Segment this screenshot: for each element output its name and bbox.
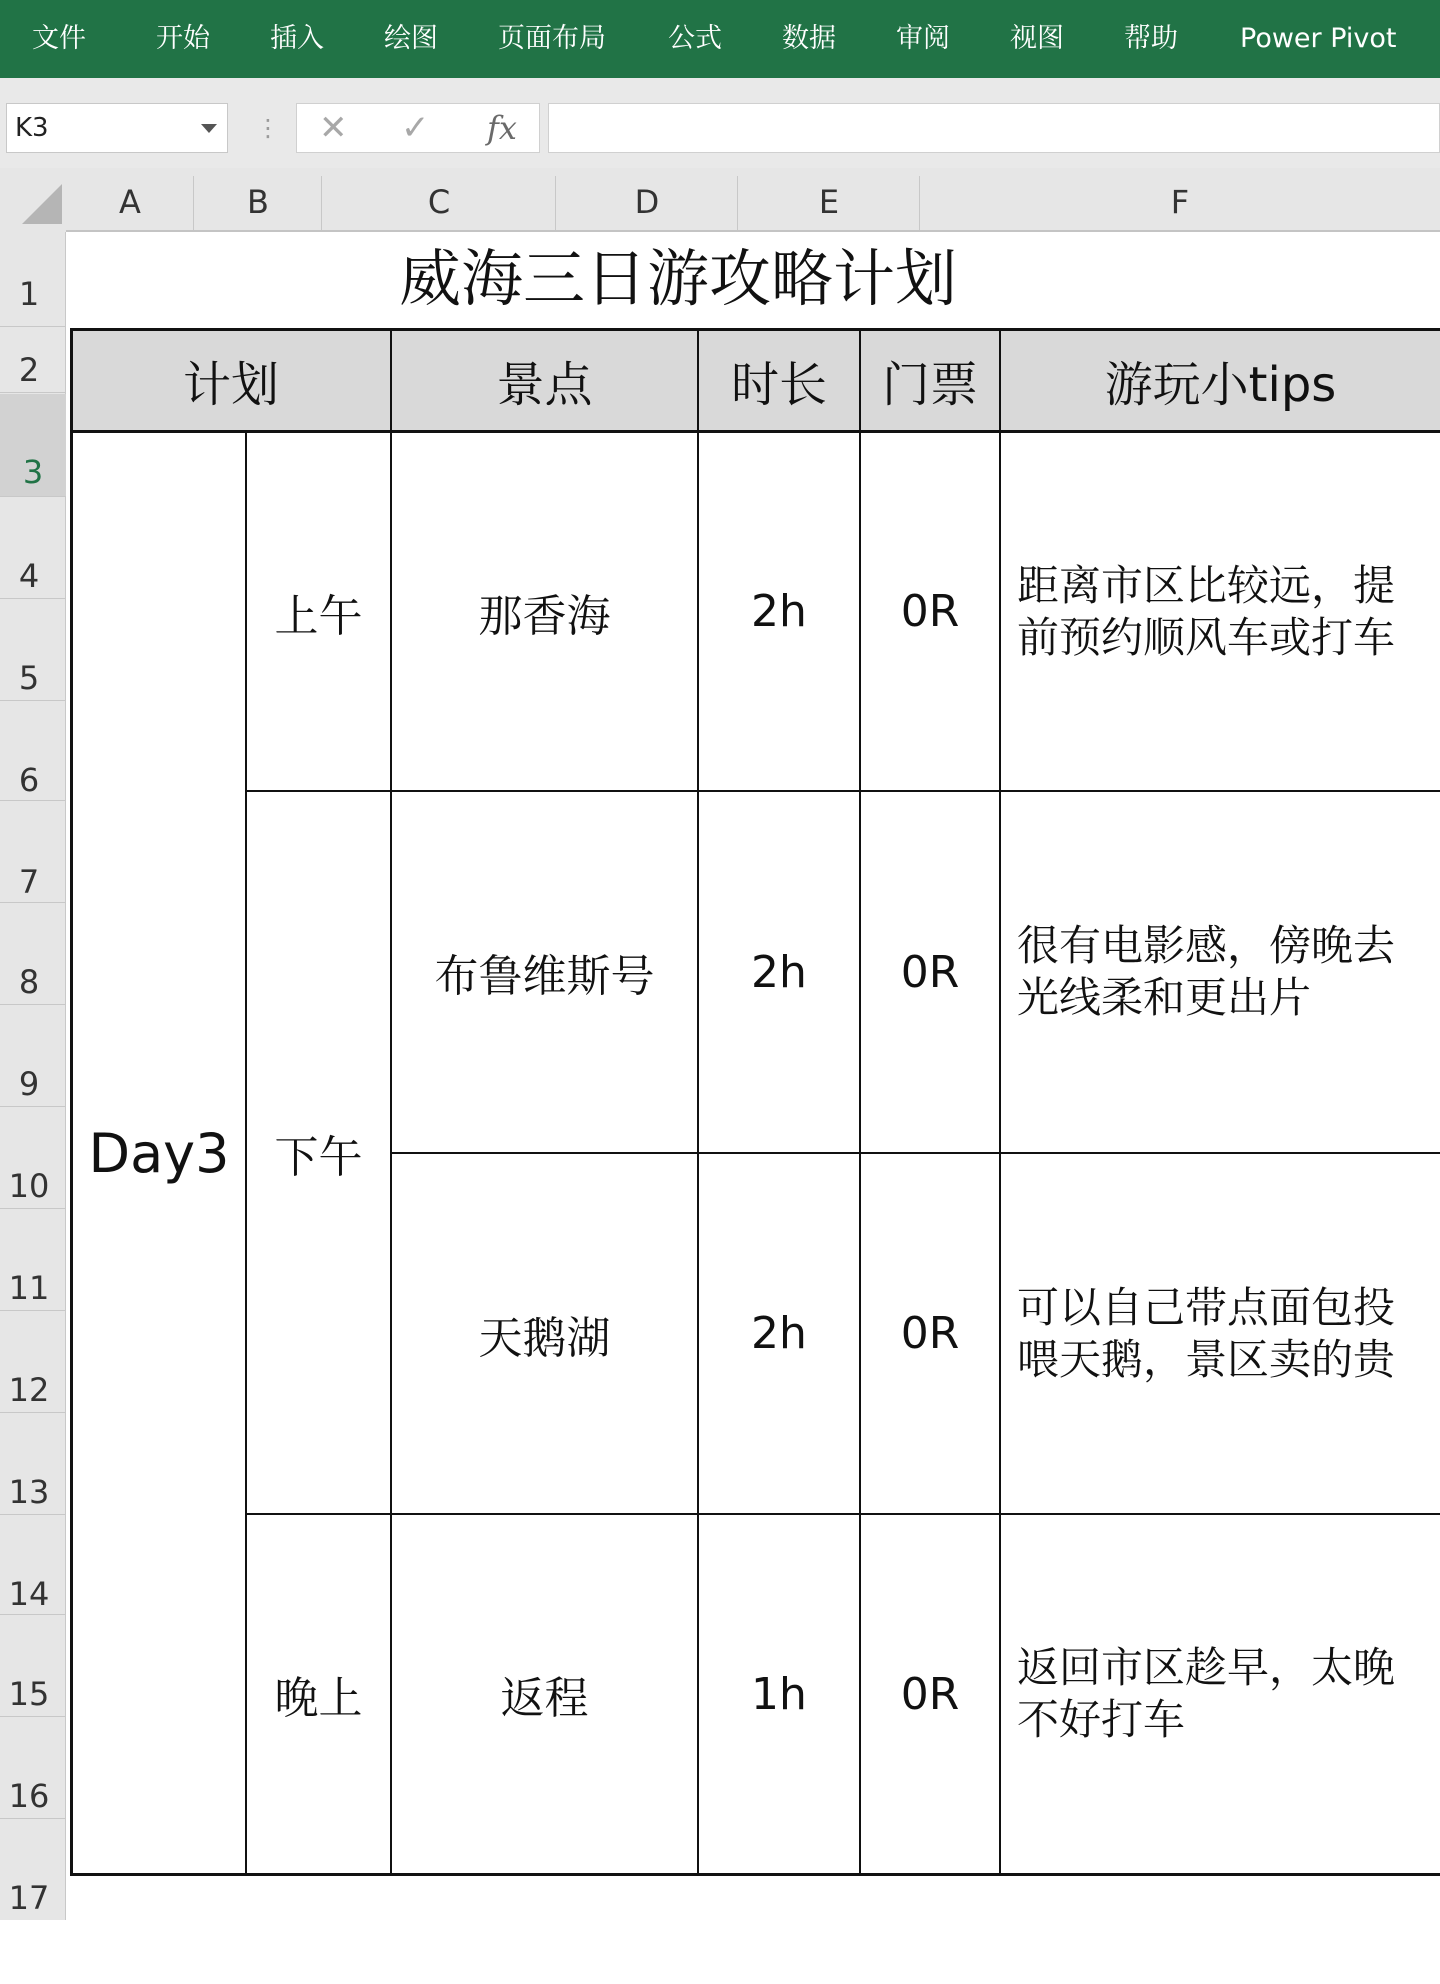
ribbon-tab-bar (0, 0, 1440, 78)
row-divider[interactable] (0, 1004, 66, 1005)
tip-line: 返回市区趁早，太晚 (1017, 1643, 1396, 1692)
formula-input[interactable] (548, 103, 1440, 153)
sheet-title[interactable]: 威海三日游攻略计划 (398, 242, 957, 315)
tip-text (1017, 920, 1395, 1024)
row-header-11[interactable]: 11 (8, 1269, 50, 1307)
select-all-icon (22, 184, 62, 224)
row-header-7[interactable]: 7 (18, 863, 40, 901)
duration-cell[interactable]: 1h (751, 1668, 807, 1720)
ticket-cell[interactable]: 0R (900, 946, 960, 998)
row-divider[interactable] (0, 392, 66, 393)
tab-power-pivot[interactable]: Power Pivot (1240, 23, 1397, 54)
tab-draw[interactable]: 绘图 (384, 23, 438, 54)
more-options-icon[interactable]: ⋮ (256, 114, 280, 142)
row-divider[interactable] (0, 1614, 66, 1615)
row-divider[interactable] (0, 1310, 66, 1311)
row-divider[interactable] (0, 496, 66, 497)
tab-home[interactable]: 开始 (156, 23, 210, 54)
tip-line: 很有电影感，傍晚去 (1017, 921, 1396, 970)
row-divider[interactable] (0, 1106, 66, 1107)
row-header-5[interactable]: 5 (18, 659, 40, 697)
tip-line: 光线柔和更出片 (1017, 973, 1312, 1022)
row-divider[interactable] (0, 598, 66, 599)
row-header-13[interactable]: 13 (8, 1473, 50, 1511)
row-header-15[interactable]: 15 (8, 1675, 50, 1713)
period-evening[interactable]: 晚上 (274, 1673, 363, 1724)
row-header-12[interactable]: 12 (8, 1371, 50, 1409)
column-header-c[interactable]: C (427, 183, 451, 221)
tip-line: 可以自己带点面包投 (1017, 1282, 1396, 1332)
formula-actions (296, 103, 540, 153)
row-divider[interactable] (0, 902, 66, 903)
tab-formulas[interactable]: 公式 (668, 23, 722, 54)
name-box[interactable] (6, 103, 228, 153)
ticket-cell[interactable]: 0R (900, 1668, 960, 1720)
name-box-value: K3 (15, 113, 49, 143)
tip-line: 距离市区比较远，提 (1017, 560, 1396, 610)
ticket-cell[interactable]: 0R (900, 1308, 960, 1359)
table-border (71, 1873, 1440, 1876)
row-divider[interactable] (0, 1208, 66, 1209)
header-spot[interactable]: 景点 (496, 357, 593, 413)
row-header-8[interactable]: 8 (18, 963, 40, 1001)
insert-function-icon[interactable]: fx (487, 109, 517, 147)
tip-line: 前预约顺风车或打车 (1017, 612, 1396, 662)
tab-file[interactable]: 文件 (32, 23, 86, 54)
column-header-f[interactable]: F (1170, 183, 1190, 221)
period-morning[interactable]: 上午 (274, 590, 363, 642)
header-ticket[interactable]: 门票 (881, 357, 978, 413)
tip-line: 不好打车 (1017, 1695, 1186, 1744)
row-divider[interactable] (0, 800, 66, 801)
tab-page-layout[interactable]: 页面布局 (498, 23, 606, 54)
row-header-2[interactable]: 2 (18, 351, 40, 389)
column-header-e[interactable]: E (818, 183, 840, 221)
row-header-1[interactable]: 1 (18, 275, 40, 313)
column-header-d[interactable]: D (634, 183, 660, 221)
tab-insert[interactable]: 插入 (270, 23, 324, 54)
spot-cell[interactable]: 布鲁维斯号 (434, 951, 655, 1002)
tab-review[interactable]: 审阅 (896, 23, 950, 54)
row-header-4[interactable]: 4 (18, 557, 40, 595)
row-divider[interactable] (0, 1818, 66, 1819)
header-duration[interactable]: 时长 (730, 357, 827, 413)
row-header-10[interactable]: 10 (8, 1167, 50, 1205)
header-plan[interactable]: 计划 (182, 357, 279, 413)
row-header-3[interactable]: 3 (0, 394, 66, 496)
row-divider[interactable] (0, 700, 66, 701)
row-divider[interactable] (0, 1514, 66, 1515)
check-icon[interactable]: ✓ (401, 108, 430, 148)
tip-cell[interactable] (1001, 1154, 1440, 1513)
day-cell[interactable]: Day3 (88, 1121, 230, 1185)
column-header-b[interactable]: B (247, 183, 269, 221)
row-divider[interactable] (0, 1412, 66, 1413)
row-header-17[interactable]: 17 (8, 1879, 50, 1917)
duration-cell[interactable]: 2h (751, 1308, 807, 1359)
header-tips[interactable]: 游玩小tips (1104, 357, 1337, 413)
tip-cell[interactable] (1001, 1515, 1440, 1873)
tip-text (1017, 560, 1395, 664)
row-divider[interactable] (0, 1716, 66, 1717)
cancel-icon[interactable]: ✕ (319, 108, 348, 148)
spot-cell[interactable]: 返程 (500, 1673, 589, 1724)
row-divider[interactable] (0, 326, 66, 327)
duration-cell[interactable]: 2h (751, 946, 807, 998)
tab-data[interactable]: 数据 (782, 23, 836, 54)
ticket-cell[interactable]: 0R (900, 586, 960, 637)
tip-cell[interactable] (1001, 433, 1440, 790)
column-header-a[interactable]: A (119, 183, 141, 221)
row-header-9[interactable]: 9 (18, 1065, 40, 1103)
duration-cell[interactable]: 2h (751, 586, 807, 637)
row-header-14[interactable]: 14 (8, 1575, 50, 1613)
row-header-6[interactable]: 6 (18, 761, 40, 799)
tab-view[interactable]: 视图 (1010, 23, 1064, 54)
spot-cell[interactable]: 那香海 (478, 590, 611, 642)
period-afternoon[interactable]: 下午 (274, 1131, 363, 1183)
tip-cell[interactable] (1001, 792, 1440, 1152)
tip-text (1017, 1642, 1395, 1746)
chevron-down-icon[interactable] (201, 124, 217, 133)
tab-help[interactable]: 帮助 (1124, 23, 1178, 54)
row-header-16[interactable]: 16 (8, 1777, 50, 1815)
tip-text (1017, 1282, 1395, 1386)
tip-line: 喂天鹅，景区卖的贵 (1017, 1334, 1396, 1384)
spot-cell[interactable]: 天鹅湖 (478, 1312, 611, 1364)
